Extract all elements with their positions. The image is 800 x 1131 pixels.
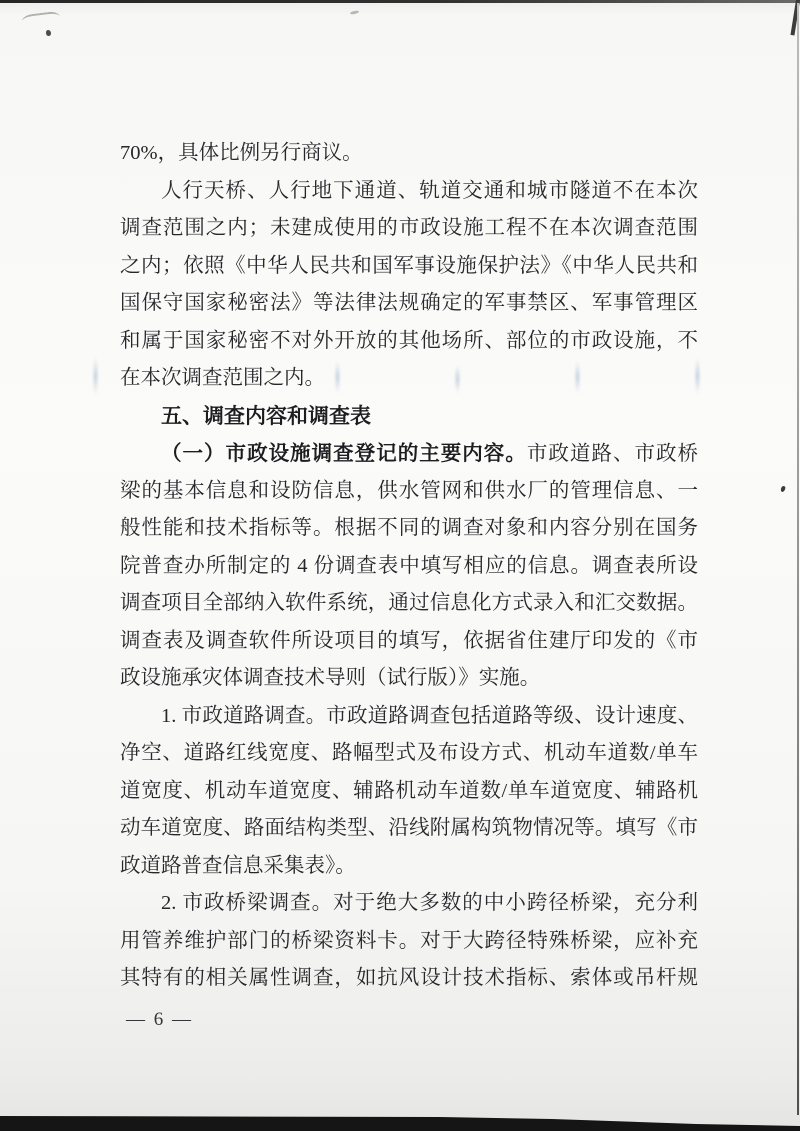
body-line-19: 动车道宽度、路面结构类型、沿线附属构筑物情况等。填写《市 (120, 817, 698, 839)
binder-smudge (92, 356, 99, 396)
body-line-5: 国保守国家秘密法》等法律法规确定的军事禁区、军事管理区 (120, 292, 698, 314)
page-number: — 6 — (126, 1009, 193, 1030)
body-line-1: 70%，具体比例另行商议。 (120, 142, 363, 164)
body-line-15: 政设施承灾体调查技术导则（试行版）》实施。 (120, 667, 541, 689)
body-line-22: 用管养维护部门的桥梁资料卡。对于大跨径特殊桥梁，应补充 (120, 929, 698, 952)
body-line-23: 其特有的相关属性调查，如抗风设计技术指标、索体或吊杆规 (120, 967, 698, 989)
body-line-9 (120, 435, 698, 473)
body-line-11: 般性能和技术指标等。根据不同的调查对象和内容分别在国务 (120, 517, 698, 539)
body-line-7: 在本次调查范围之内。 (120, 367, 325, 389)
body-line-20: 政道路普查信息采集表》。 (120, 854, 356, 877)
scan-speck (350, 10, 359, 15)
scan-edge-right (797, 3, 799, 1115)
body-line-17: 净空、道路红线宽度、路幅型式及布设方式、机动车道数/单车 (120, 742, 698, 764)
body-line-4: 之内；依照《中华人民共和国军事设施保护法》《中华人民共和 (120, 254, 698, 277)
body-line-21: 2. 市政桥梁调查。对于绝大多数的中小跨径桥梁，充分利 (161, 892, 698, 914)
bold-lead-text: （一）市政设施调查登记的主要内容。 (161, 442, 527, 465)
body-line-6: 和属于国家秘密不对外开放的其他场所、部位的市政设施，不 (120, 329, 698, 352)
body-line-16: 1. 市政道路调查。市政道路调查包括道路等级、设计速度、 (161, 704, 698, 727)
document-body (120, 135, 698, 998)
body-line-18: 道宽度、机动车道宽度、辅路机动车道数/单车道宽度、辅路机 (120, 779, 698, 802)
body-line-14: 调查表及调查软件所设项目的填写，依据省住建厅印发的《市 (120, 629, 698, 652)
body-line-13: 调查项目全部纳入软件系统，通过信息化方式录入和汇交数据。 (120, 592, 698, 614)
pencil-mark (21, 11, 60, 28)
scan-edge-bottom (0, 1112, 800, 1131)
body-line-2: 人行天桥、人行地下通道、轨道交通和城市隧道不在本次 (161, 179, 698, 202)
scan-speck (780, 486, 786, 493)
pencil-dot (46, 30, 51, 36)
body-line-12: 院普查办所制定的 4 份调查表中填写相应的信息。调查表所设 (120, 554, 698, 577)
body-line-3: 调查范围之内；未建成使用的市政设施工程不在本次调查范围 (120, 217, 698, 239)
section-heading-5: 五、调查内容和调查表 (161, 404, 371, 428)
scan-edge-top (0, 0, 800, 3)
body-line-10: 梁的基本信息和设防信息，供水管网和供水厂的管理信息、一 (120, 479, 698, 502)
line-rest-text: 市政道路、市政桥 (526, 443, 698, 465)
